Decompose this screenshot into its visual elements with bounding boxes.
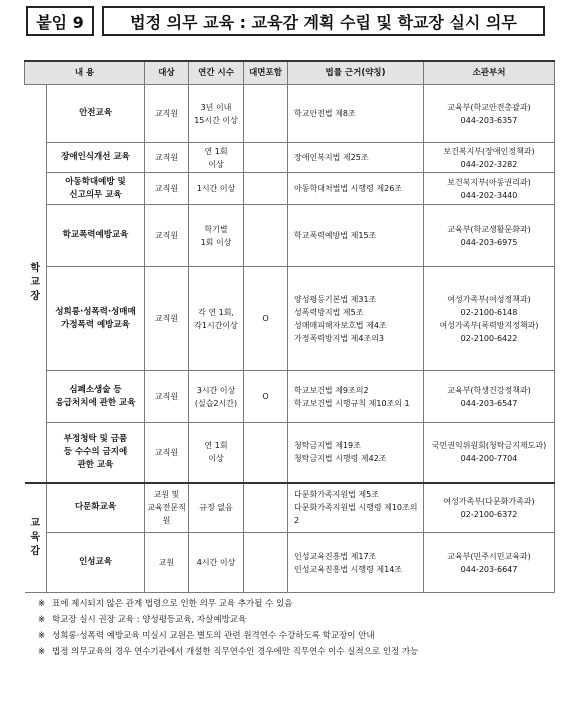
footnote-item (38, 613, 558, 627)
column-header: 내 용 (25, 61, 145, 85)
footnote-text: 표에 제시되지 않은 관계 법령으로 인한 의무 교육 추가될 수 있음 (52, 599, 293, 609)
face-to-face-cell (244, 205, 288, 267)
target-cell: 교직원 (145, 423, 189, 483)
hours-cell: 연 1회 이상 (189, 423, 244, 483)
hours-cell: 4시간 이상 (189, 533, 244, 593)
footnote-text: 성희롱·성폭력 예방교육 미실시 교원은 별도의 관련 원격연수 수강하도록 학교장이 안내 (52, 631, 375, 641)
column-header: 법률 근거(약칭) (288, 61, 424, 85)
face-to-face-cell: O (244, 371, 288, 423)
target-cell: 교직원 (145, 143, 189, 173)
law-cell: 학교안전법 제8조 (288, 85, 424, 143)
department-cell: 보건복지부(장애인정책과) 044-202-3282 (424, 143, 555, 173)
footnote-mark: ※ (38, 647, 46, 657)
table-row (25, 143, 555, 173)
hours-cell: 1시간 이상 (189, 173, 244, 205)
hours-cell: 각 연 1회, 각1시간이상 (189, 267, 244, 371)
group-label: 교 육 감 (25, 483, 47, 593)
training-name: 안전교육 (47, 85, 145, 143)
footnote-mark: ※ (38, 615, 46, 625)
table-row (25, 205, 555, 267)
footnote-mark: ※ (38, 599, 46, 609)
face-to-face-cell (244, 483, 288, 533)
target-cell: 교원 (145, 533, 189, 593)
law-cell: 인성교육진흥법 제17조 인성교육진흥법 시행령 제14조 (288, 533, 424, 593)
department-cell: 교육부(학교생활문화과) 044-203-6975 (424, 205, 555, 267)
hours-cell: 3시간 이상 (실습2시간) (189, 371, 244, 423)
department-cell: 교육부(민주시민교육과) 044-203-6647 (424, 533, 555, 593)
face-to-face-cell (244, 533, 288, 593)
training-name: 심폐소생술 등 응급처치에 관한 교육 (47, 371, 145, 423)
target-cell: 교직원 (145, 85, 189, 143)
department-cell: 여성가족부(다문화가족과) 02-2100-6372 (424, 483, 555, 533)
hours-cell: 3년 이내 15시간 이상 (189, 85, 244, 143)
face-to-face-cell: O (244, 267, 288, 371)
law-cell: 학교보건법 제9조의2 학교보건법 시행규칙 제10조의 1 (288, 371, 424, 423)
law-cell: 청탁금지법 제19조 청탁금지법 시행령 제42조 (288, 423, 424, 483)
department-cell: 보건복지부(아동권리과) 044-202-3440 (424, 173, 555, 205)
group-label: 학 교 장 (25, 85, 47, 483)
training-name: 장애인식개선 교육 (47, 143, 145, 173)
table-row (25, 483, 555, 533)
target-cell: 교직원 (145, 205, 189, 267)
law-cell: 학교폭력예방법 제15조 (288, 205, 424, 267)
table-body (25, 85, 555, 593)
training-name: 인성교육 (47, 533, 145, 593)
law-cell: 다문화가족지원법 제5조 다문화가족지원법 시행령 제10조의2 (288, 483, 424, 533)
column-header: 연간 시수 (189, 61, 244, 85)
law-cell: 아동학대처벌법 시행령 제26조 (288, 173, 424, 205)
training-name: 다문화교육 (47, 483, 145, 533)
appendix-badge: 붙임 9 (26, 6, 94, 36)
training-table (24, 60, 555, 593)
footnote-text: 학교장 실시 권장 교육 : 양성평등교육, 자살예방교육 (52, 615, 247, 625)
department-cell: 국민권익위원회(청탁금지제도과) 044-200-7704 (424, 423, 555, 483)
face-to-face-cell (244, 423, 288, 483)
hours-cell: 학기별 1회 이상 (189, 205, 244, 267)
footnote-item (38, 629, 558, 643)
hours-cell: 연 1회 이상 (189, 143, 244, 173)
face-to-face-cell (244, 173, 288, 205)
column-header: 대면포함 (244, 61, 288, 85)
hours-cell: 규정 없음 (189, 483, 244, 533)
face-to-face-cell (244, 143, 288, 173)
footnote-text: 법정 의무교육의 경우 연수기관에서 개설한 직무연수인 경우에만 직무연수 이수 실적으로 인정 가능 (52, 647, 419, 657)
target-cell: 교원 및 교육전문직원 (145, 483, 189, 533)
department-cell: 교육부(학교안전총괄과) 044-203-6357 (424, 85, 555, 143)
target-cell: 교직원 (145, 371, 189, 423)
law-cell: 양성평등기본법 제31조 성폭력방지법 제5조 성매매피해자보호법 제4조 가정폭력방지법 제4조의3 (288, 267, 424, 371)
table-row (25, 85, 555, 143)
header (26, 6, 545, 38)
table-row (25, 173, 555, 205)
law-cell: 장애인복지법 제25조 (288, 143, 424, 173)
table-row (25, 533, 555, 593)
column-header: 대상 (145, 61, 189, 85)
footnote-item (38, 645, 558, 659)
department-cell: 교육부(학생건강정책과) 044-203-6547 (424, 371, 555, 423)
table-row (25, 423, 555, 483)
department-cell: 여성가족부(여성정책과) 02-2100-6148 여성가족부(폭력방지정책과) 02-2100-6422 (424, 267, 555, 371)
training-name: 아동학대예방 및 신고의무 교육 (47, 173, 145, 205)
table-row (25, 371, 555, 423)
training-name: 부정청탁 및 금품 등 수수의 금지에 관한 교육 (47, 423, 145, 483)
column-header: 소관부처 (424, 61, 555, 85)
target-cell: 교직원 (145, 267, 189, 371)
target-cell: 교직원 (145, 173, 189, 205)
table-row (25, 267, 555, 371)
training-name: 성희롱·성폭력·성매매 가정폭력 예방교육 (47, 267, 145, 371)
footnote-item (38, 597, 558, 611)
face-to-face-cell (244, 85, 288, 143)
training-name: 학교폭력예방교육 (47, 205, 145, 267)
footnote-mark: ※ (38, 631, 46, 641)
document-title: 법정 의무 교육 : 교육감 계획 수립 및 학교장 실시 의무 (102, 6, 545, 36)
